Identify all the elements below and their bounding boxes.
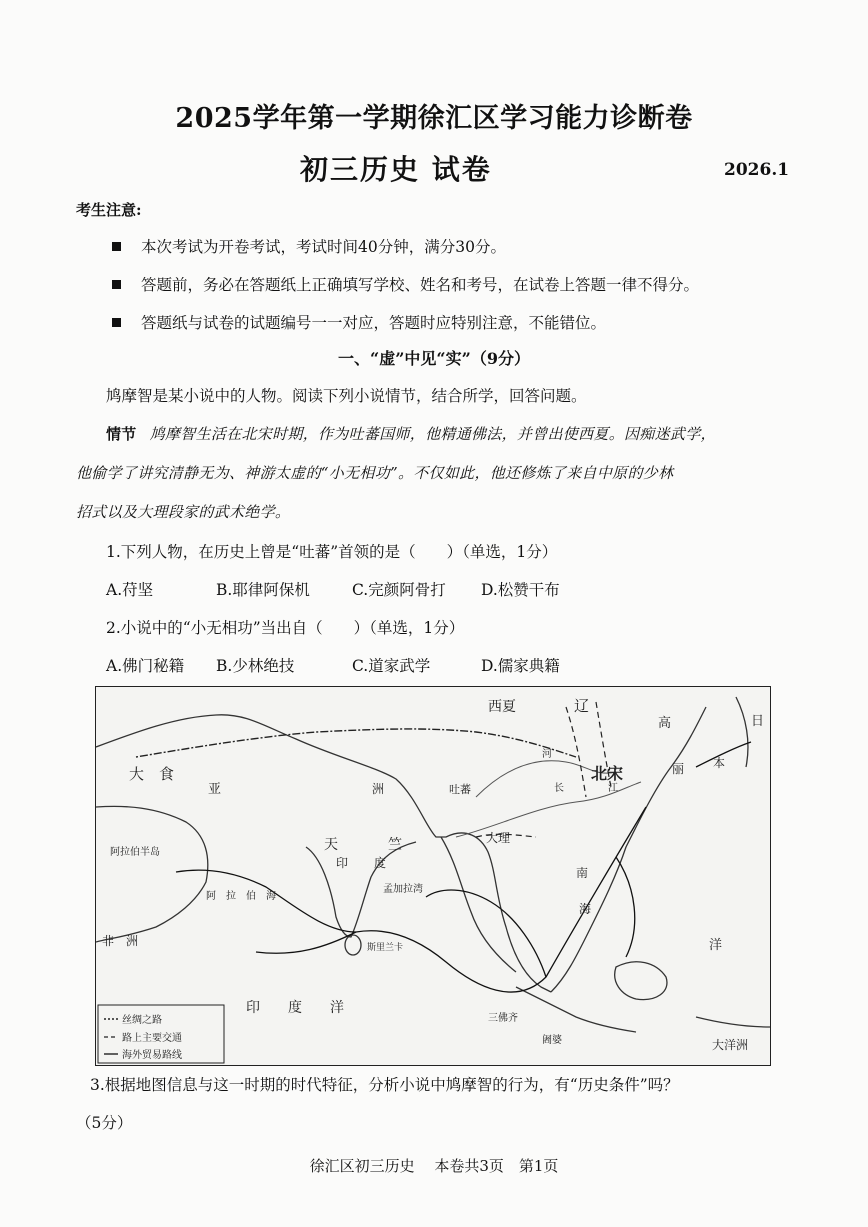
bullet-square-icon xyxy=(112,318,121,327)
label-dali: 大理 xyxy=(486,831,511,845)
sea-route xyxy=(426,890,546,977)
label-arabian-sea: 阿 拉 伯 海 xyxy=(206,891,276,902)
question-2-option-b: B.少林绝技 xyxy=(216,657,295,675)
label-bengal: 孟加拉湾 xyxy=(383,884,423,895)
sea-route xyxy=(616,857,635,957)
label-yin: 印 xyxy=(336,856,349,870)
plot-line: 他偷学了讲究清静无为、神游太虚的“小无相功”。不仅如此，他还修炼了来自中原的少林 xyxy=(76,464,674,482)
label-nan: 南 xyxy=(576,866,589,880)
land-route xyxy=(566,707,586,797)
legend-silk: 丝绸之路 xyxy=(122,1015,162,1026)
label-indian-ocean: 印 度 洋 xyxy=(246,1000,344,1016)
label-tian: 天 xyxy=(324,837,338,853)
notice-rule xyxy=(112,273,699,295)
sea-routes xyxy=(176,742,751,992)
sri-lanka-island xyxy=(345,935,361,955)
silk-road-line xyxy=(136,729,576,757)
section-title: 一、“虚”中见“实”（9分） xyxy=(338,349,530,368)
section-intro: 鸠摩智是某小说中的人物。阅读下列小说情节，结合所学，回答问题。 xyxy=(106,387,587,405)
label-ben: 本 xyxy=(713,756,726,770)
label-gao: 高 xyxy=(658,716,672,731)
asia-south-coast xyxy=(96,715,551,992)
label-dayangzhou: 大洋洲 xyxy=(712,1038,749,1052)
exam-subtitle: 初三历史 试卷 xyxy=(300,153,492,186)
label-he: 河 xyxy=(542,749,552,760)
label-sanfoqi: 三佛齐 xyxy=(488,1013,518,1024)
question-2-option-d: D.儒家典籍 xyxy=(481,657,560,675)
label-tubo: 吐蕃 xyxy=(449,783,471,796)
question-3-stem: 3.根据地图信息与这一时期的时代特征，分析小说中鸠摩智的行为，有“历史条件”吗？ xyxy=(90,1076,679,1094)
map-legend xyxy=(98,1005,224,1063)
label-zhou: 洲 xyxy=(372,782,385,796)
exam-date: 2026.1 xyxy=(724,160,790,180)
question-1-option-a: A.苻坚 xyxy=(106,581,154,599)
label-ri: 日 xyxy=(751,714,765,729)
label-shepo: 阇婆 xyxy=(542,1035,562,1046)
rule-text: 答题纸与试卷的试题编号一一对应，答题时应特别注意，不能错位。 xyxy=(141,314,607,332)
label-xixia: 西夏 xyxy=(488,699,516,715)
plot-label: 情节 xyxy=(106,425,137,443)
label-feizhou: 非 洲 xyxy=(102,934,139,948)
legend-sea: 海外贸易路线 xyxy=(122,1050,182,1061)
china-coast xyxy=(551,707,706,992)
question-1-stem: 1.下列人物，在历史上曾是“吐蕃”首领的是（ ）（单选，1分） xyxy=(106,543,558,561)
notice-rule xyxy=(112,311,606,333)
arabia-coast xyxy=(96,806,208,942)
label-beisong: 北宋 xyxy=(591,764,624,783)
label-li: 丽 xyxy=(672,762,685,776)
rule-text: 答题前，务必在答题纸上正确填写学校、姓名和考号，在试卷上答题一律不得分。 xyxy=(141,276,700,294)
label-arabia: 阿拉伯半岛 xyxy=(110,847,160,858)
rule-text: 本次考试为开卷考试，考试时间40分钟，满分30分。 xyxy=(141,238,506,256)
question-3-score: （5分） xyxy=(76,1114,133,1132)
label-hai: 海 xyxy=(579,902,592,916)
plot-line: 招式以及大理段家的武术绝学。 xyxy=(76,503,291,521)
page-footer: 徐汇区初三历史 本卷共3页 第1页 xyxy=(309,1157,559,1175)
label-ya: 亚 xyxy=(208,782,222,797)
sea-route xyxy=(256,932,356,953)
bullet-square-icon xyxy=(112,280,121,289)
notice-rule xyxy=(112,235,506,257)
question-2-option-a: A.佛门秘籍 xyxy=(106,657,185,675)
label-sri-lanka: 斯里兰卡 xyxy=(367,943,404,953)
australia-coast xyxy=(696,1017,770,1027)
question-1-option-b: B.耶律阿保机 xyxy=(216,581,310,599)
label-chang: 长 xyxy=(554,783,564,794)
label-liao: 辽 xyxy=(574,697,590,715)
label-dashi: 大 食 xyxy=(129,765,175,783)
sumatra-java xyxy=(516,987,636,1032)
bullet-square-icon xyxy=(112,242,121,251)
notice-heading: 考生注意: xyxy=(76,201,142,219)
label-du: 度 xyxy=(374,856,387,870)
question-2-option-c: C.道家武学 xyxy=(352,657,431,675)
plot-text: 鸠摩智生活在北宋时期，作为吐蕃国师，他精通佛法，并曾出使西夏。因痴迷武学， xyxy=(149,425,716,443)
borneo xyxy=(615,962,667,1000)
trade-routes-map xyxy=(95,686,771,1066)
legend-land: 路上主要交通 xyxy=(122,1033,182,1044)
question-1-option-d: D.松赞干布 xyxy=(481,581,560,599)
exam-title: 2025学年第一学期徐汇区学习能力诊断卷 xyxy=(175,103,693,134)
question-2-stem: 2.小说中的“小无相功”当出自（ ）（单选，1分） xyxy=(106,619,465,637)
label-zhu: 竺 xyxy=(388,837,402,853)
label-yang: 洋 xyxy=(709,938,723,953)
question-1-option-c: C.完颜阿骨打 xyxy=(352,581,446,599)
malay-coast xyxy=(441,837,516,972)
japan-coast xyxy=(736,697,748,767)
map-figure xyxy=(96,687,770,1065)
plot-line xyxy=(106,423,716,444)
label-jiang: 江 xyxy=(608,783,618,794)
